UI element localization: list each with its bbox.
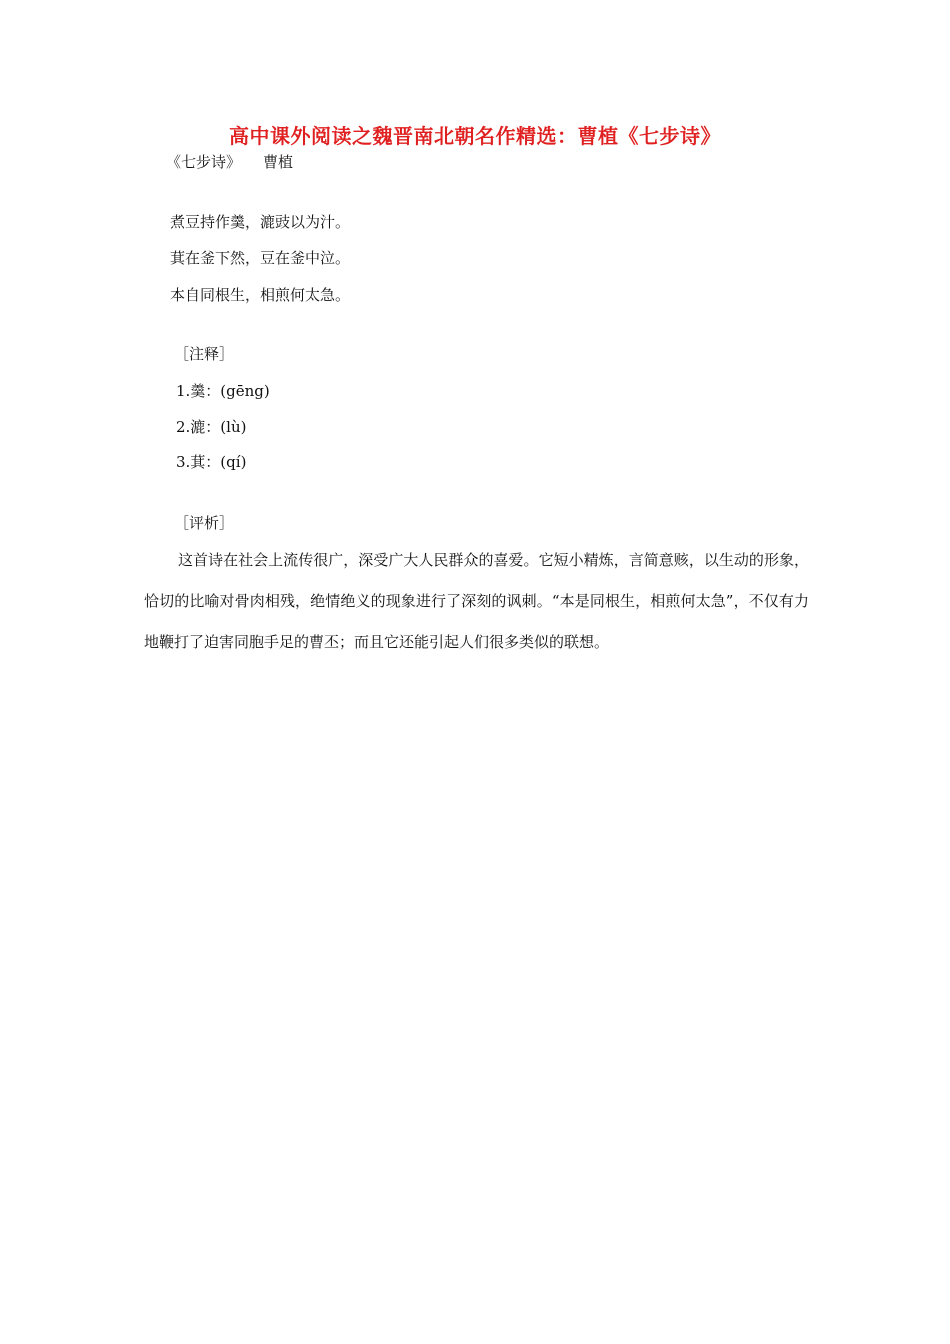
note-item: 3.萁：(qí) <box>176 453 247 471</box>
poem-title: 《七步诗》 <box>166 153 242 171</box>
poem-author: 曹植 <box>263 153 294 171</box>
poem-line: 本自同根生，相煎何太急。 <box>170 286 351 304</box>
analysis-paragraph: 这首诗在社会上流传很广，深受广大人民群众的喜爱。它短小精炼，言简意赅，以生动的形象，恰切的比喻对骨肉相残，绝情绝义的现象进行了深刻的讽刺。“本是同根生，相煎何太急”，不仅有力地鞭打了迫害同胞手足的曹丕；而且它还能引起人们很多类似的联想。 <box>144 551 809 651</box>
poem-line: 煮豆持作羹，漉豉以为汁。 <box>170 213 351 231</box>
poem-line: 萁在釜下然，豆在釜中泣。 <box>170 249 351 267</box>
analysis-heading: ［评析］ <box>174 514 235 532</box>
note-item: 1.羹：(gēng) <box>176 382 270 400</box>
notes-heading: ［注释］ <box>174 345 235 363</box>
page-title: 高中课外阅读之魏晋南北朝名作精选：曹植《七步诗》 <box>229 124 721 148</box>
note-item: 2.漉：(lù) <box>176 418 247 436</box>
poem-subtitle <box>166 151 293 173</box>
